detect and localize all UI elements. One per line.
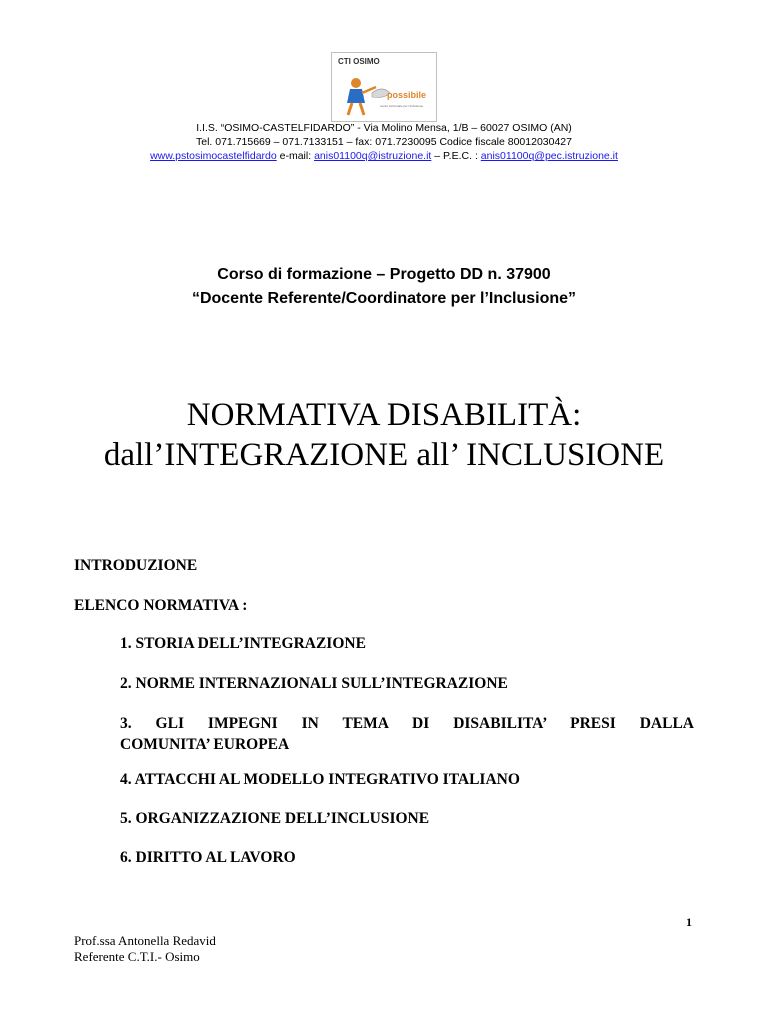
logo-word: possibile: [387, 90, 427, 100]
logo-arc-text: CTI OSIMO: [338, 57, 380, 66]
course-title: Corso di formazione – Progetto DD n. 37900: [217, 266, 551, 283]
footer-author: Prof.ssa Antonella Redavid: [74, 933, 216, 948]
school-logo: [331, 52, 437, 122]
section-list-heading: ELENCO NORMATIVA :: [74, 597, 248, 614]
email-label: e-mail:: [276, 150, 315, 162]
email-link[interactable]: anis01100q@istruzione.it: [314, 150, 432, 162]
pec-link[interactable]: anis01100q@pec.istruzione.it: [480, 150, 618, 162]
footer-role: Referente C.T.I.- Osimo: [74, 949, 200, 964]
list-item-continuation: COMUNITA’ EUROPEA: [120, 736, 290, 753]
list-item: 1. STORIA DELL’INTEGRAZIONE: [120, 635, 366, 652]
page-number: 1: [686, 915, 692, 929]
logo-tagline: centro territoriale per l'inclusione: [380, 104, 424, 108]
document-title: NORMATIVA DISABILITÀ:: [186, 397, 582, 433]
list-item: 6. DIRITTO AL LAVORO: [120, 849, 296, 866]
list-item: 5. ORGANIZZAZIONE DELL’INCLUSIONE: [120, 810, 430, 827]
list-item: 4. ATTACCHI AL MODELLO INTEGRATIVO ITALIANO: [120, 771, 520, 788]
course-subtitle: “Docente Referente/Coordinatore per l’Inclusione”: [191, 290, 577, 307]
header-phone: Tel. 071.715669 – 071.7133151 – fax: 071.7230095 Codice fiscale 80012030427: [196, 136, 572, 148]
header-contacts: [0, 149, 768, 163]
header-address: I.I.S. “OSIMO-CASTELFIDARDO” - Via Molino Mensa, 1/B – 60027 OSIMO (AN): [196, 122, 572, 134]
section-introduction: INTRODUZIONE: [74, 557, 198, 574]
list-item: 3. GLI IMPEGNI IN TEMA DI DISABILITA’ PRESI DALLA: [120, 715, 694, 732]
list-item: 2. NORME INTERNAZIONALI SULL’INTEGRAZIONE: [120, 675, 508, 692]
website-link[interactable]: www.pstosimocastelfidardo: [150, 150, 277, 162]
document-subtitle: dall’INTEGRAZIONE all’ INCLUSIONE: [103, 437, 665, 473]
pec-label: – P.E.C. :: [431, 150, 481, 162]
